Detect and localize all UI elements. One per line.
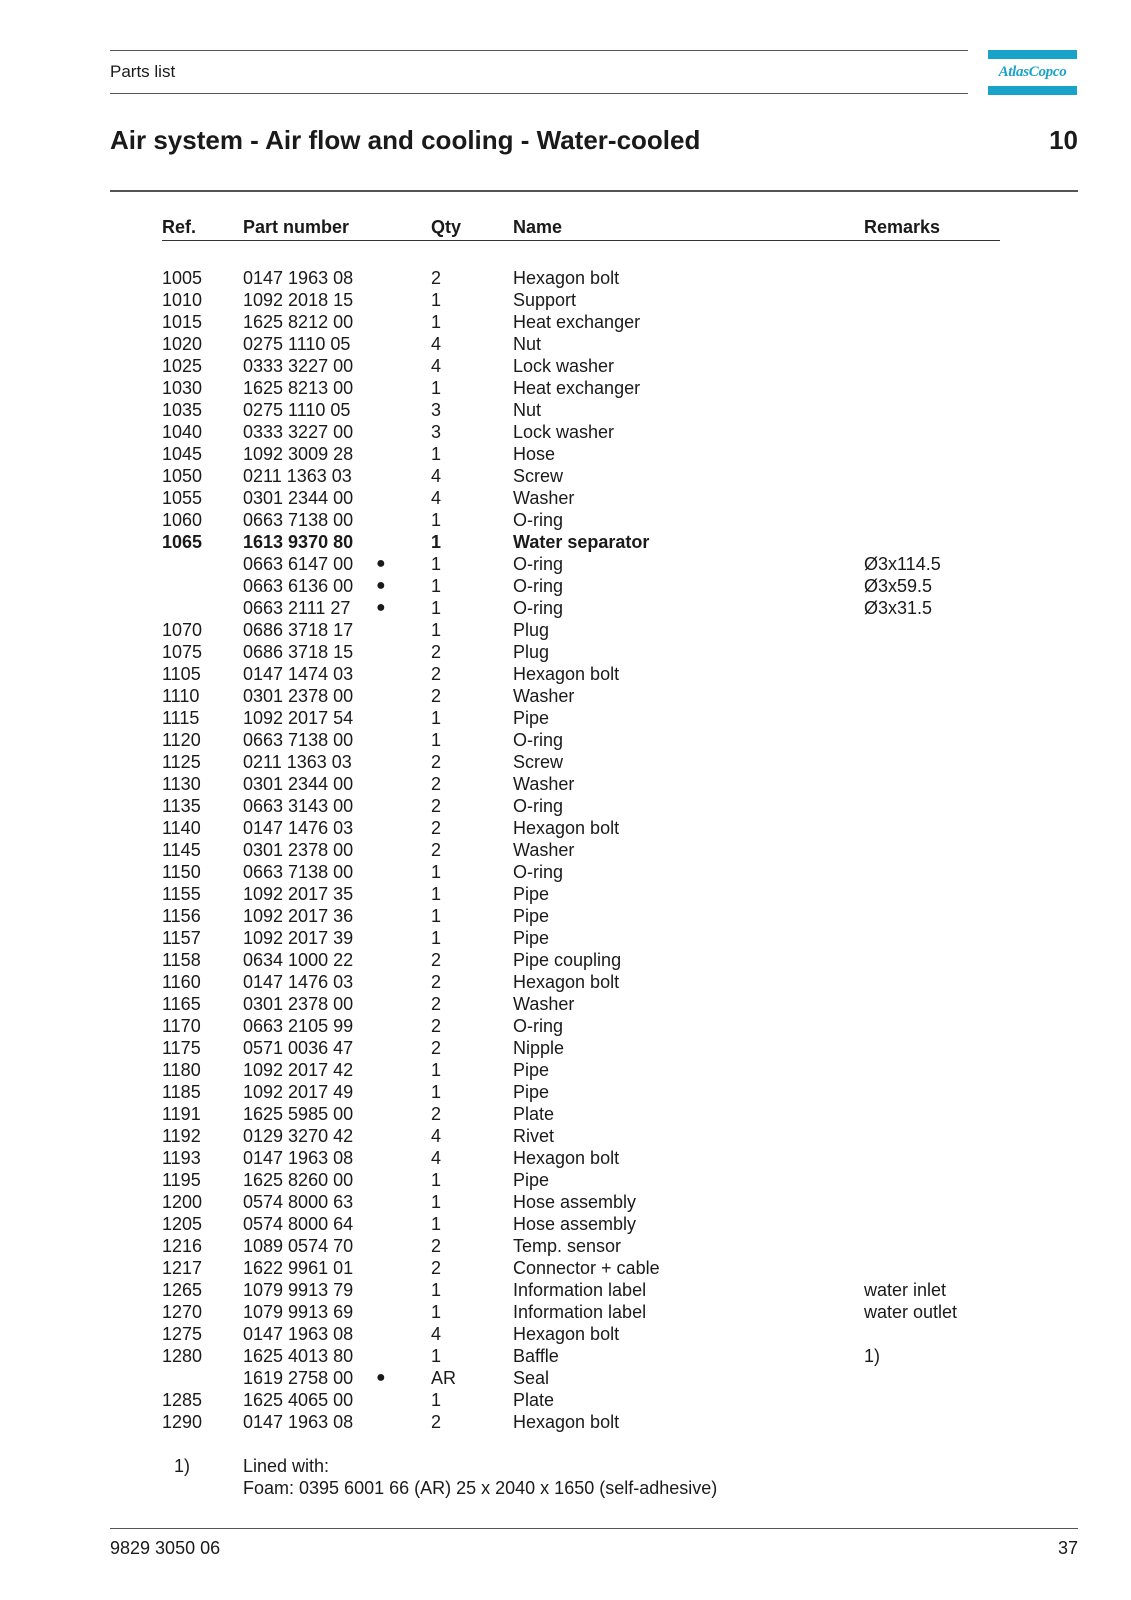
qty-cell: 4 [431,488,442,508]
table-row [0,1235,1131,1257]
ref-cell: 1145 [162,840,201,860]
part-number-cell: 0663 2111 27 [243,598,351,618]
ref-cell: 1070 [162,620,203,640]
qty-cell: 4 [431,1148,442,1168]
table-row [0,839,1131,861]
name-cell: Hose assembly [513,1192,637,1212]
name-cell: Hexagon bolt [513,818,620,838]
ref-cell: 1193 [162,1148,201,1168]
part-number-cell: 1625 8260 00 [243,1170,354,1190]
ref-cell: 1050 [162,466,203,486]
title-rule [110,190,1078,192]
part-number-cell: 1625 4013 80 [243,1346,354,1366]
table-row [0,883,1131,905]
qty-cell: 1 [431,730,442,750]
qty-cell: 1 [431,312,442,332]
part-number-cell: 0147 1963 08 [243,1148,354,1168]
table-row [0,531,1131,553]
name-cell: Pipe [513,708,550,728]
logo-top-bar [988,50,1077,59]
name-cell: Heat exchanger [513,312,641,332]
table-row [0,1257,1131,1279]
name-cell: Rivet [513,1126,555,1146]
name-cell: Connector + cable [513,1258,660,1278]
qty-cell: 2 [431,774,442,794]
qty-cell: 2 [431,686,442,706]
part-number-cell: 1092 2017 36 [243,906,354,926]
ref-cell: 1216 [162,1236,203,1256]
name-cell: Hose [513,444,556,464]
part-number-cell: 0301 2378 00 [243,840,354,860]
name-cell: Water separator [513,532,650,552]
table-row [0,443,1131,465]
ref-cell: 1115 [162,708,200,728]
qty-cell: 2 [431,752,442,772]
table-row [0,1125,1131,1147]
part-number-cell: 0574 8000 64 [243,1214,354,1234]
ref-cell: 1125 [162,752,201,772]
name-cell: Screw [513,466,564,486]
table-row [0,465,1131,487]
ref-cell: 1158 [162,950,201,970]
part-number-cell: 1079 9913 79 [243,1280,354,1300]
name-cell: Washer [513,686,575,706]
table-row [0,817,1131,839]
ref-cell: 1055 [162,488,203,508]
name-cell: Plug [513,642,550,662]
ref-cell: 1285 [162,1390,203,1410]
part-number-cell: 1622 9961 01 [243,1258,354,1278]
part-number-cell: 0663 7138 00 [243,730,354,750]
qty-cell: 1 [431,1390,442,1410]
table-row [0,355,1131,377]
table-row [0,509,1131,531]
ref-cell: 1180 [162,1060,201,1080]
remarks-cell: water outlet [864,1302,958,1322]
ref-cell: 1185 [162,1082,201,1102]
part-number-cell: 1625 4065 00 [243,1390,354,1410]
qty-cell: 1 [431,1280,442,1300]
logo-text: AtlasCopco [998,64,1067,80]
ref-cell: 1217 [162,1258,203,1278]
qty-cell: 4 [431,1324,442,1344]
ref-cell: 1130 [162,774,201,794]
name-cell: Nut [513,334,542,354]
name-cell: Pipe [513,884,550,904]
atlas-copco-logo [988,50,1077,95]
qty-cell: 2 [431,1038,442,1058]
part-number-cell: 0147 1963 08 [243,1324,354,1344]
qty-cell: 2 [431,840,442,860]
table-row [0,575,1131,597]
part-number-cell: 0129 3270 42 [243,1126,354,1146]
name-cell: Pipe [513,928,550,948]
name-cell: Nut [513,400,542,420]
table-row [0,861,1131,883]
table-row [0,1059,1131,1081]
footnote-line-2: Foam: 0395 6001 66 (AR) 25 x 2040 x 1650 (self-adhesive) [243,1478,718,1498]
table-row [0,1389,1131,1411]
name-cell: Lock washer [513,356,615,376]
column-header-remarks: Remarks [864,217,941,237]
qty-cell: 3 [431,422,442,442]
ref-cell: 1005 [162,268,203,288]
name-cell: Plate [513,1390,555,1410]
footnote-line-1: Lined with: [243,1456,330,1476]
qty-cell: 2 [431,1016,442,1036]
part-number-cell: 0663 6136 00 [243,576,354,596]
part-number-cell: 1092 2017 42 [243,1060,354,1080]
qty-cell: 1 [431,1192,442,1212]
qty-cell: 1 [431,532,442,552]
qty-cell: 2 [431,1236,442,1256]
table-row [0,1081,1131,1103]
ref-cell: 1030 [162,378,203,398]
name-cell: Pipe [513,906,550,926]
table-row [0,421,1131,443]
table-row [0,377,1131,399]
table-row [0,311,1131,333]
name-cell: Pipe [513,1060,550,1080]
ref-cell: 1191 [162,1104,201,1124]
table-row [0,971,1131,993]
qty-cell: 2 [431,818,442,838]
part-number-cell: 1079 9913 69 [243,1302,354,1322]
part-number-cell: 1625 8212 00 [243,312,354,332]
name-cell: Hose assembly [513,1214,637,1234]
table-row [0,773,1131,795]
name-cell: Washer [513,774,575,794]
table-row [0,1323,1131,1345]
spare-part-bullet: ● [376,1369,386,1386]
table-row [0,1191,1131,1213]
part-number-cell: 0663 2105 99 [243,1016,354,1036]
name-cell: O-ring [513,598,564,618]
qty-cell: 4 [431,356,442,376]
qty-cell: 1 [431,862,442,882]
name-cell: Plate [513,1104,555,1124]
qty-cell: 2 [431,642,442,662]
qty-cell: 3 [431,400,442,420]
table-row [0,927,1131,949]
logo-bottom-bar [988,86,1077,95]
table-row [0,1345,1131,1367]
name-cell: Washer [513,994,575,1014]
table-row [0,267,1131,289]
table-row [0,905,1131,927]
chapter-number: 10 [1049,125,1078,155]
spare-part-bullet: ● [376,599,386,616]
qty-cell: 4 [431,334,442,354]
table-row [0,1411,1131,1433]
name-cell: O-ring [513,510,564,530]
name-cell: Hexagon bolt [513,1412,620,1432]
table-row [0,399,1131,421]
remarks-cell: 1) [864,1346,881,1366]
part-number-cell: 1089 0574 70 [243,1236,354,1256]
part-number-cell: 0333 3227 00 [243,422,354,442]
page-number: 37 [1057,1538,1078,1558]
ref-cell: 1155 [162,884,201,904]
table-row [0,289,1131,311]
name-cell: Pipe [513,1170,550,1190]
name-cell: Pipe [513,1082,550,1102]
ref-cell: 1020 [162,334,203,354]
part-number-cell: 1092 2018 15 [243,290,354,310]
name-cell: O-ring [513,862,564,882]
part-number-cell: 0663 3143 00 [243,796,354,816]
ref-cell: 1275 [162,1324,203,1344]
name-cell: Temp. sensor [513,1236,622,1256]
ref-cell: 1270 [162,1302,203,1322]
header-top-rule [110,50,968,51]
part-number-cell: 0147 1963 08 [243,1412,354,1432]
qty-cell: 2 [431,268,442,288]
part-number-cell: 0571 0036 47 [243,1038,354,1058]
document-number: 9829 3050 06 [110,1538,221,1558]
ref-cell: 1280 [162,1346,203,1366]
table-row [0,1103,1131,1125]
ref-cell: 1035 [162,400,203,420]
column-header-ref: Ref. [162,217,197,237]
part-number-cell: 0147 1476 03 [243,972,354,992]
qty-cell: 1 [431,906,442,926]
spare-part-bullet: ● [376,577,386,594]
part-number-cell: 0686 3718 15 [243,642,354,662]
part-number-cell: 0147 1963 08 [243,268,354,288]
header-underline [162,240,1000,241]
part-number-cell: 0275 1110 05 [243,400,351,420]
part-number-cell: 0301 2378 00 [243,686,354,706]
qty-cell: 2 [431,1258,442,1278]
table-row [0,949,1131,971]
ref-cell: 1075 [162,642,203,662]
column-header-qty: Qty [431,217,462,237]
part-number-cell: 1619 2758 00 [243,1368,354,1388]
table-row [0,663,1131,685]
name-cell: Hexagon bolt [513,1148,620,1168]
part-number-cell: 0663 7138 00 [243,510,354,530]
ref-cell: 1120 [162,730,201,750]
qty-cell: 1 [431,1214,442,1234]
qty-cell: 2 [431,972,442,992]
qty-cell: 1 [431,290,442,310]
ref-cell: 1160 [162,972,201,992]
part-number-cell: 0663 7138 00 [243,862,354,882]
qty-cell: 1 [431,1060,442,1080]
name-cell: Washer [513,840,575,860]
qty-cell: 4 [431,466,442,486]
ref-cell: 1156 [162,906,201,926]
qty-cell: 2 [431,950,442,970]
column-header-name: Name [513,217,563,237]
qty-cell: 1 [431,444,442,464]
ref-cell: 1135 [162,796,201,816]
ref-cell: 1192 [162,1126,201,1146]
qty-cell: 1 [431,598,442,618]
part-number-cell: 0663 6147 00 [243,554,354,574]
ref-cell: 1060 [162,510,203,530]
table-row [0,1367,1131,1389]
qty-cell: AR [431,1368,457,1388]
name-cell: O-ring [513,576,564,596]
ref-cell: 1157 [162,928,201,948]
table-row [0,1037,1131,1059]
table-row [0,707,1131,729]
part-number-cell: 0301 2344 00 [243,488,354,508]
name-cell: Hexagon bolt [513,972,620,992]
table-row [0,597,1131,619]
column-header-part-number: Part number [243,217,350,237]
ref-cell: 1205 [162,1214,203,1234]
ref-cell: 1025 [162,356,203,376]
part-number-cell: 0634 1000 22 [243,950,354,970]
qty-cell: 1 [431,928,442,948]
qty-cell: 1 [431,1346,442,1366]
part-number-cell: 1092 2017 35 [243,884,354,904]
table-row [0,1147,1131,1169]
name-cell: Hexagon bolt [513,268,620,288]
ref-cell: 1150 [162,862,201,882]
qty-cell: 4 [431,1126,442,1146]
remarks-cell: Ø3x59.5 [864,576,933,596]
footnote-mark: 1) [174,1456,191,1476]
remarks-cell: water inlet [864,1280,947,1300]
table-row [0,553,1131,575]
part-number-cell: 0147 1474 03 [243,664,354,684]
ref-cell: 1195 [162,1170,201,1190]
name-cell: Information label [513,1280,647,1300]
ref-cell: 1045 [162,444,203,464]
name-cell: Seal [513,1368,550,1388]
name-cell: Screw [513,752,564,772]
qty-cell: 2 [431,1104,442,1124]
table-row [0,1301,1131,1323]
qty-cell: 2 [431,796,442,816]
qty-cell: 1 [431,1082,442,1102]
parts-table [0,267,1131,1433]
part-number-cell: 1625 5985 00 [243,1104,354,1124]
table-row [0,795,1131,817]
table-row [0,1213,1131,1235]
name-cell: O-ring [513,796,564,816]
name-cell: O-ring [513,730,564,750]
table-row [0,1015,1131,1037]
part-number-cell: 0275 1110 05 [243,334,351,354]
ref-cell: 1175 [162,1038,201,1058]
table-row [0,1279,1131,1301]
name-cell: Information label [513,1302,647,1322]
ref-cell: 1015 [162,312,203,332]
qty-cell: 2 [431,664,442,684]
part-number-cell: 0147 1476 03 [243,818,354,838]
ref-cell: 1290 [162,1412,203,1432]
ref-cell: 1165 [162,994,201,1014]
spare-part-bullet: ● [376,555,386,572]
qty-cell: 1 [431,620,442,640]
name-cell: Hexagon bolt [513,1324,620,1344]
qty-cell: 1 [431,554,442,574]
table-row [0,641,1131,663]
ref-cell: 1010 [162,290,203,310]
table-row [0,729,1131,751]
name-cell: O-ring [513,1016,564,1036]
part-number-cell: 0211 1363 03 [243,752,352,772]
name-cell: Pipe coupling [513,950,622,970]
qty-cell: 2 [431,1412,442,1432]
qty-cell: 1 [431,576,442,596]
part-number-cell: 0686 3718 17 [243,620,354,640]
remarks-cell: Ø3x31.5 [864,598,933,618]
ref-cell: 1200 [162,1192,203,1212]
table-row [0,685,1131,707]
part-number-cell: 0301 2344 00 [243,774,354,794]
table-row [0,333,1131,355]
table-row [0,751,1131,773]
header-bottom-rule [110,93,968,94]
qty-cell: 1 [431,1302,442,1322]
ref-cell: 1105 [162,664,201,684]
table-row [0,487,1131,509]
part-number-cell: 0301 2378 00 [243,994,354,1014]
qty-cell: 1 [431,884,442,904]
table-row [0,619,1131,641]
page-title: Air system - Air flow and cooling - Water-cooled [110,125,701,155]
remarks-cell: Ø3x114.5 [864,554,941,574]
qty-cell: 1 [431,378,442,398]
part-number-cell: 0333 3227 00 [243,356,354,376]
ref-cell: 1065 [162,532,203,552]
name-cell: Washer [513,488,575,508]
qty-cell: 1 [431,510,442,530]
part-number-cell: 0211 1363 03 [243,466,352,486]
ref-cell: 1265 [162,1280,203,1300]
name-cell: Nipple [513,1038,565,1058]
name-cell: Lock washer [513,422,615,442]
name-cell: Hexagon bolt [513,664,620,684]
name-cell: Plug [513,620,550,640]
name-cell: O-ring [513,554,564,574]
name-cell: Heat exchanger [513,378,641,398]
ref-cell: 1110 [162,686,200,706]
qty-cell: 1 [431,708,442,728]
qty-cell: 2 [431,994,442,1014]
part-number-cell: 0574 8000 63 [243,1192,354,1212]
part-number-cell: 1613 9370 80 [243,532,354,552]
table-row [0,993,1131,1015]
ref-cell: 1040 [162,422,203,442]
ref-cell: 1140 [162,818,201,838]
part-number-cell: 1092 3009 28 [243,444,354,464]
qty-cell: 1 [431,1170,442,1190]
part-number-cell: 1092 2017 54 [243,708,354,728]
table-row [0,1169,1131,1191]
section-label: Parts list [110,62,176,81]
part-number-cell: 1092 2017 39 [243,928,354,948]
name-cell: Baffle [513,1346,559,1366]
name-cell: Support [513,290,577,310]
part-number-cell: 1092 2017 49 [243,1082,354,1102]
footer-rule [110,1528,1078,1529]
part-number-cell: 1625 8213 00 [243,378,354,398]
ref-cell: 1170 [162,1016,201,1036]
